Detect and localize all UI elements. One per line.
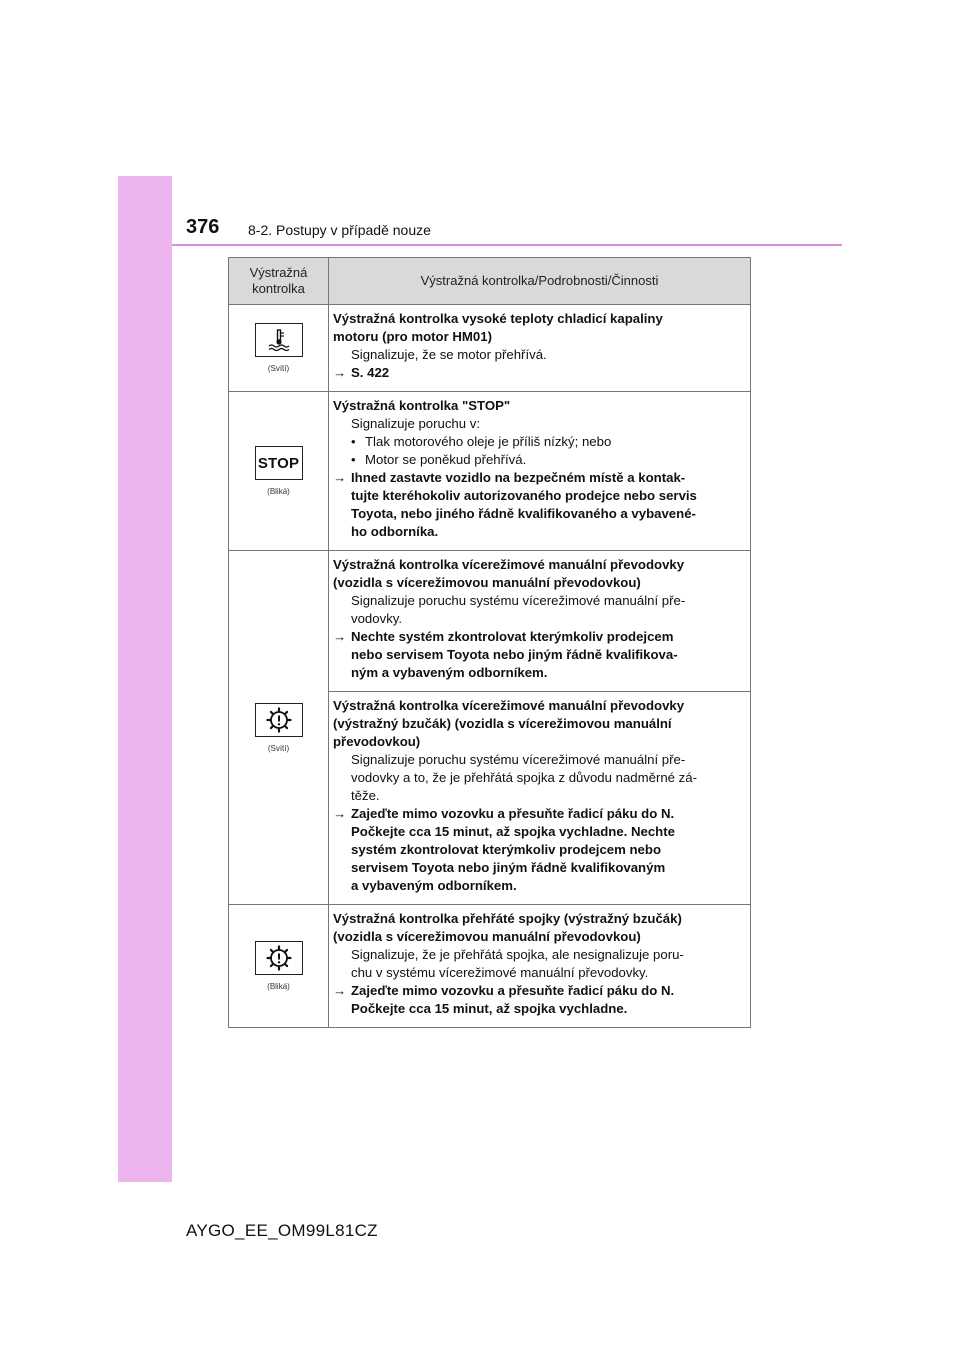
icon-caption: (Bliká) bbox=[267, 982, 290, 991]
stop-icon: STOP bbox=[255, 446, 303, 480]
row-title: Výstražná kontrolka přehřáté spojky (výstražný bzučák) (vozidla s vícerežimovou manuální převodovkou) bbox=[333, 911, 682, 944]
icon-cell bbox=[229, 392, 329, 551]
warning-lights-table bbox=[228, 257, 751, 1028]
details-cell bbox=[329, 551, 751, 692]
icon-cell bbox=[229, 905, 329, 1028]
row-description: Signalizuje, že se motor přehřívá. bbox=[351, 347, 547, 362]
icon-cell bbox=[229, 551, 329, 905]
arrow-icon: → bbox=[333, 983, 347, 998]
side-tab-band bbox=[118, 176, 172, 1182]
icon-caption: (Bliká) bbox=[267, 487, 290, 496]
icon-cell bbox=[229, 305, 329, 392]
row-title: Výstražná kontrolka vysoké teploty chladicí kapaliny motoru (pro motor HM01) bbox=[333, 311, 663, 344]
table-row bbox=[229, 905, 751, 1028]
row-title: Výstražná kontrolka vícerežimové manuální převodovky (vozidla s vícerežimovou manuální převodovkou) bbox=[333, 557, 685, 590]
table-header-row bbox=[229, 258, 751, 305]
row-description: Signalizuje poruchu systému vícerežimové manuální pře- vodovky a to, že je přehřátá spojka z důvodu nadměrné zá- těže. bbox=[351, 752, 698, 803]
row-description: Signalizuje poruchu systému vícerežimové manuální pře- vodovky. bbox=[351, 593, 686, 626]
row-description: Signalizuje poruchu v: bbox=[351, 416, 481, 431]
row-title: Výstražná kontrolka vícerežimové manuální převodovky (výstražný bzučák) (vozidla s vícerežimovou manuální převodovkou) bbox=[333, 698, 685, 749]
table-row bbox=[229, 305, 751, 392]
list-item: • Tlak motorového oleje je příliš nízký; nebo bbox=[351, 434, 612, 449]
gear-warning-icon bbox=[255, 703, 303, 737]
document-code: AYGO_EE_OM99L81CZ bbox=[186, 1221, 378, 1240]
coolant-temperature-icon bbox=[255, 323, 303, 357]
arrow-icon: → bbox=[333, 806, 347, 821]
details-cell bbox=[329, 905, 751, 1028]
row-title: Výstražná kontrolka "STOP" bbox=[333, 398, 511, 413]
arrow-icon: → bbox=[333, 365, 347, 380]
column-header-light: Výstražná kontrolka bbox=[229, 258, 329, 305]
row-action: → S. 422 bbox=[333, 365, 390, 380]
icon-caption: (Svítí) bbox=[267, 364, 290, 373]
list-item: • Motor se poněkud přehřívá. bbox=[351, 452, 527, 467]
section-title: 8-2. Postupy v případě nouze bbox=[248, 222, 431, 238]
table-row bbox=[229, 392, 751, 551]
row-action: → Zajeďte mimo vozovku a přesuňte řadicí páku do N. Počkejte cca 15 minut, až spojka vychladne. Nechte systém zkontrolovat kterýmkoliv prodejcem nebo servisem Toyota nebo jiným řádně kvalifikovaným a vybaveným odborníkem. bbox=[333, 806, 675, 893]
page-number: 376 bbox=[186, 216, 220, 238]
table-row bbox=[229, 551, 751, 692]
column-header-details: Výstražná kontrolka/Podrobnosti/Činnosti bbox=[329, 258, 751, 305]
row-action: → Ihned zastavte vozidlo na bezpečném místě a kontak- tujte kteréhokoliv autorizovaného prodejce nebo servis Toyota, nebo jiného řádně kvalifikovaného a vybavené- ho odborníka. bbox=[333, 470, 697, 539]
details-cell bbox=[329, 392, 751, 551]
details-cell bbox=[329, 305, 751, 392]
row-action: → Zajeďte mimo vozovku a přesuňte řadicí páku do N. Počkejte cca 15 minut, až spojka vychladne. bbox=[333, 983, 675, 1016]
icon-caption: (Svítí) bbox=[267, 743, 290, 753]
row-description: Signalizuje, že je přehřátá spojka, ale nesignalizuje poru- chu v systému vícerežimové manuální převodovky. bbox=[351, 947, 684, 980]
arrow-icon: → bbox=[333, 629, 347, 644]
gear-warning-icon bbox=[255, 941, 303, 975]
row-action: → Nechte systém zkontrolovat kterýmkoliv prodejcem nebo servisem Toyota nebo jiným řádně kvalifikova- ným a vybaveným odborníkem. bbox=[333, 629, 678, 680]
header-rule bbox=[172, 244, 842, 246]
details-cell bbox=[329, 692, 751, 905]
arrow-icon: → bbox=[333, 470, 347, 485]
